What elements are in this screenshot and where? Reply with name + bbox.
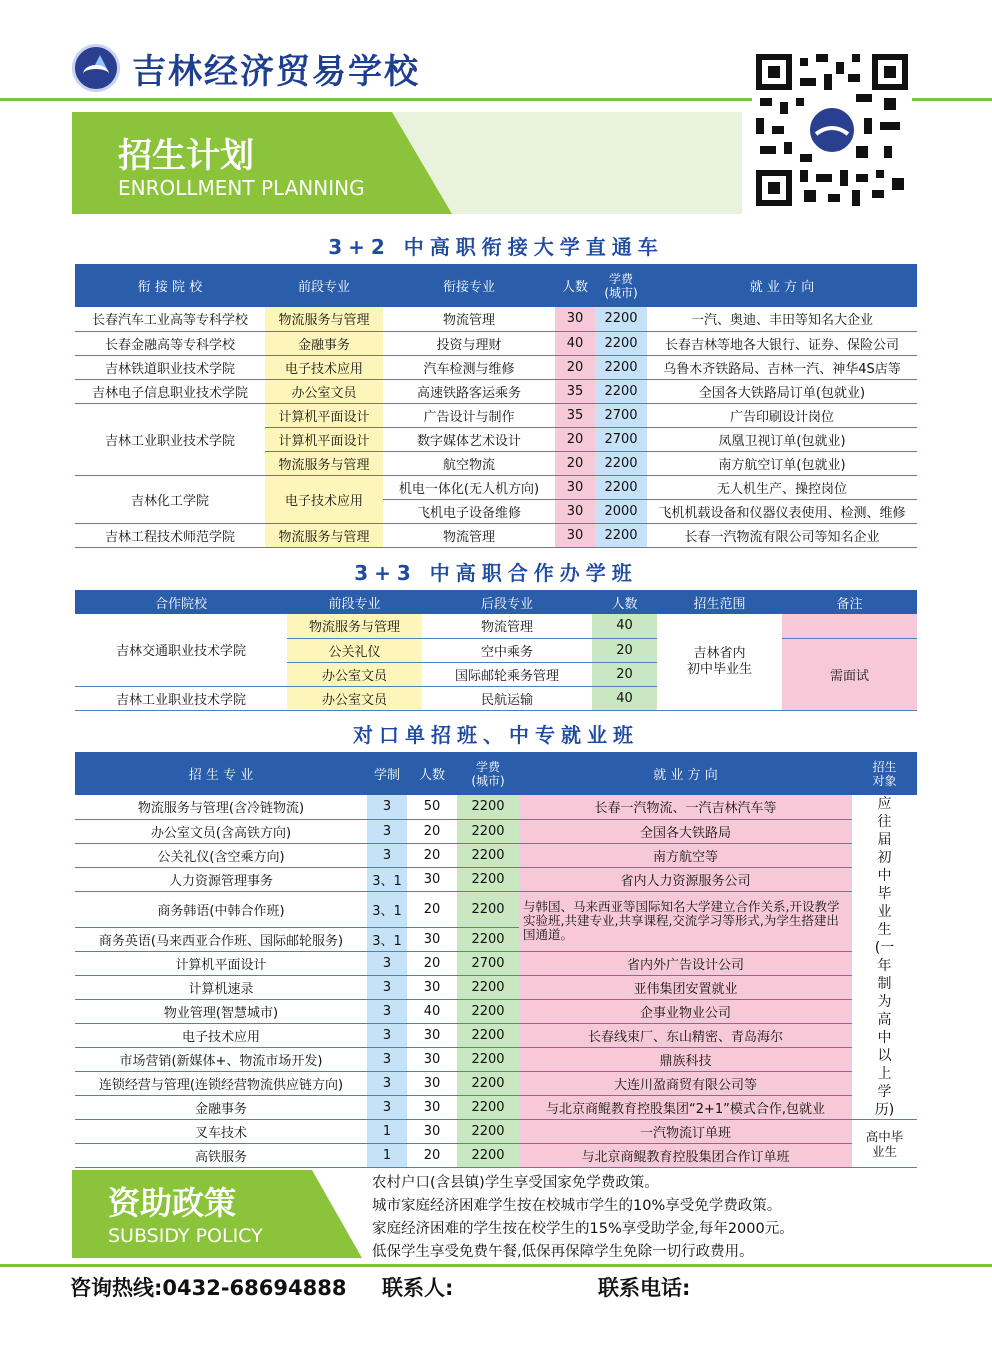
table-cell: 吉林电子信息职业技术学院 [75,379,265,403]
table-cell: 乌鲁木齐铁路局、吉林一汽、神华4S店等 [647,355,917,379]
table-cell: 3、1 [367,891,407,928]
table-row [75,331,917,355]
table-cell: 2200 [457,843,519,867]
subsidy-line: 城市家庭经济困难学生按在校城市学生的10%享受免学费政策。 [372,1198,782,1214]
table3-title: 对口单招班、中专就业班 [353,723,639,747]
table-cell: 机电一体化(无人机方向) [383,475,555,499]
col-header: 人数 [407,752,457,795]
table-cell: 物流服务与管理 [287,614,422,638]
col-header: 前段专业 [265,264,383,307]
table-row [75,355,917,379]
table-row [75,976,917,1000]
table-cell: 2200 [595,307,647,331]
table-cell: 长春汽车工业高等专科学校 [75,307,265,331]
school-name: 吉林经济贸易学校 [132,52,420,92]
table-cell: 35 [555,379,595,403]
col-header: 就 业 方 向 [647,264,917,307]
table-cell: 办公室文员 [265,379,383,403]
table-cell: 市场营销(新媒体+、物流市场开发) [75,1048,367,1072]
table-cell: 2200 [457,928,519,952]
table-cell: 与北京商鲲教育控股集团“2+1”模式合作,包就业 [519,1096,852,1120]
table-cell: 长春吉林等地各大银行、证券、保险公司 [647,331,917,355]
table-cell: 电子技术应用 [265,355,383,379]
table-cell: 2200 [457,1096,519,1120]
table-cell: 2700 [595,403,647,427]
table-row [75,1024,917,1048]
table-row [75,1048,917,1072]
section-subtitle: ENROLLMENT PLANNING [118,176,365,200]
table-cell: 一汽物流订单班 [519,1120,852,1144]
col-header: 学费 (城市) [457,752,519,795]
col-header: 合作院校 [75,590,287,614]
table1-title: 3+2 中高职衔接大学直通车 [328,235,664,259]
table-cell: 35 [555,403,595,427]
table-cell: 3、1 [367,867,407,891]
table-cell: 3 [367,1024,407,1048]
table-cell: 鼎族科技 [519,1048,852,1072]
table-row [75,891,917,928]
enrollment-scope: 吉林省内 初中毕业生 [657,614,782,710]
table-cell: 人力资源管理事务 [75,867,367,891]
table-cell: 2700 [595,427,647,451]
table-row [75,843,917,867]
col-header: 招生范围 [657,590,782,614]
table-cell: 物流服务与管理 [265,523,383,547]
table-cell: 吉林工程技术师范学院 [75,523,265,547]
korea-job-cell: 与韩国、马来西亚等国际知名大学建立合作关系,开设教学实验班,共建专业,共享课程,交流学习等形式,为学生搭建出国通道。 [519,891,852,952]
table-cell: 与北京商鲲教育控股集团合作订单班 [519,1144,852,1168]
table-cell: 汽车检测与维修 [383,355,555,379]
table-cell: 南方航空订单(包就业) [647,451,917,475]
table-cell: 2200 [457,976,519,1000]
table-cell: 3 [367,1048,407,1072]
table-cell: 物业管理(智慧城市) [75,1000,367,1024]
table-cell: 长春线束厂、东山精密、青岛海尔 [519,1024,852,1048]
table-cell: 30 [407,1024,457,1048]
table-cell: 航空物流 [383,451,555,475]
table-cell: 20 [592,662,657,686]
table-cell: 投资与理财 [383,331,555,355]
table-cell: 省内外广告设计公司 [519,952,852,976]
table-cell: 1 [367,1120,407,1144]
table-row [75,867,917,891]
table-cell: 长春金融高等专科学校 [75,331,265,355]
contact-phone: 联系电话: [598,1276,691,1300]
qr-code-icon [752,50,912,210]
table-row [75,475,917,499]
table-cell: 30 [407,1072,457,1096]
table-cell: 40 [592,686,657,710]
subsidy-line: 家庭经济困难的学生按在校学生的15%享受助学金,每年2000元。 [372,1221,794,1237]
table-cell: 3 [367,952,407,976]
table-cell: 飞机电子设备维修 [383,499,555,523]
subsidy-line: 农村户口(含县镇)学生享受国家免学费政策。 [372,1175,659,1191]
table-cell: 南方航空等 [519,843,852,867]
table-cell: 数字媒体艺术设计 [383,427,555,451]
subsidy-lines [372,1172,794,1264]
table-cell: 20 [592,638,657,662]
col-header: 招 生 专 业 [75,752,367,795]
table-cell: 2200 [457,819,519,843]
table-cell: 30 [407,1096,457,1120]
table-cell: 吉林铁道职业技术学院 [75,355,265,379]
divider [0,1264,992,1267]
table-cell: 商务英语(马来西亚合作班、国际邮轮服务) [75,928,367,952]
table-cell: 叉车技术 [75,1120,367,1144]
table-cell: 民航运输 [422,686,592,710]
table-cell: 高铁服务 [75,1144,367,1168]
table-cell: 2200 [595,523,647,547]
school-logo [72,44,120,92]
table-cell: 3 [367,843,407,867]
table-row [75,614,917,638]
table-cell: 30 [555,499,595,523]
table-cell: 20 [555,355,595,379]
table-cell: 长春一汽物流、一汽吉林汽车等 [519,795,852,819]
table-row [75,795,917,819]
table-cell: 20 [555,451,595,475]
table-cell: 40 [407,1000,457,1024]
table-cell: 凤凰卫视订单(包就业) [647,427,917,451]
table-cell: 电子技术应用 [75,1024,367,1048]
table-cell: 商务韩语(中韩合作班) [75,891,367,928]
table-cell: 2200 [457,1072,519,1096]
table-cell: 高速铁路客运乘务 [383,379,555,403]
table-cell: 全国各大铁路局 [519,819,852,843]
table-cell: 办公室文员 [287,662,422,686]
table-cell: 2200 [457,867,519,891]
table-cell: 1 [367,1144,407,1168]
table-cell: 20 [407,843,457,867]
target-students: 应往届初中毕业生(一年制为高中以上学历) [852,795,917,1120]
table-cell: 物流管理 [422,614,592,638]
table-cell: 空中乘务 [422,638,592,662]
table-cell: 50 [407,795,457,819]
table-cell: 3 [367,1072,407,1096]
table-cell: 40 [555,331,595,355]
table-cell: 物流服务与管理 [265,451,383,475]
table-cell: 30 [407,1048,457,1072]
table-cell: 3 [367,1096,407,1120]
table-cell: 30 [555,307,595,331]
subsidy-title: 资助政策 [108,1184,237,1222]
table-cell: 2200 [595,331,647,355]
table-cell: 3 [367,795,407,819]
table-cell: 2200 [595,451,647,475]
table-cell: 吉林工业职业技术学院 [75,403,265,475]
table-cell: 30 [407,1120,457,1144]
table-row [75,952,917,976]
table-cell: 40 [592,614,657,638]
table-vocational [75,752,917,1168]
col-header: 衔接专业 [383,264,555,307]
table-cell: 计算机平面设计 [265,403,383,427]
table-row [75,819,917,843]
table-cell: 物流服务与管理(含冷链物流) [75,795,367,819]
col-header: 人数 [555,264,595,307]
table-row [75,379,917,403]
table-cell: 物流管理 [383,307,555,331]
table-cell: 物流管理 [383,523,555,547]
table2-title: 3+3 中高职合作办学班 [354,561,638,585]
subsidy-line: 低保学生享受免费午餐,低保再保障学生免除一切行政费用。 [372,1244,754,1260]
table-cell: 吉林工业职业技术学院 [75,686,287,710]
table-cell: 飞机机载设备和仪器仪表使用、检测、维修 [647,499,917,523]
col-header: 备注 [782,590,917,614]
table-cell: 大连川盈商贸有限公司等 [519,1072,852,1096]
note-blank [782,614,917,638]
hotline: 咨询热线:0432-68694888 [70,1276,347,1300]
table-cell: 2200 [457,891,519,928]
table-row [75,1096,917,1120]
table-cell: 省内人力资源服务公司 [519,867,852,891]
col-header: 人数 [592,590,657,614]
table-row [75,307,917,331]
table-3plus2 [75,264,917,548]
table-row [75,1072,917,1096]
col-header: 就 业 方 向 [519,752,852,795]
col-header: 后段专业 [422,590,592,614]
col-header: 衔 接 院 校 [75,264,265,307]
table-cell: 30 [555,523,595,547]
table-cell: 计算机平面设计 [265,427,383,451]
col-header: 招生 对象 [852,752,917,795]
table-cell: 2200 [457,795,519,819]
table-cell: 2200 [457,1120,519,1144]
subsidy-subtitle: SUBSIDY POLICY [108,1225,263,1247]
table-cell: 3 [367,1000,407,1024]
table-cell: 长春一汽物流有限公司等知名企业 [647,523,917,547]
table-cell: 公关礼仪 [287,638,422,662]
table-cell: 办公室文员 [287,686,422,710]
target-students-high: 高中毕业生 [852,1120,917,1168]
table-cell: 计算机平面设计 [75,952,367,976]
table-cell: 2200 [595,355,647,379]
table-cell: 办公室文员(含高铁方向) [75,819,367,843]
table-cell: 2700 [457,952,519,976]
table-cell: 国际邮轮乘务管理 [422,662,592,686]
table-cell: 2200 [595,475,647,499]
table-cell: 物流服务与管理 [265,307,383,331]
table-cell: 30 [407,867,457,891]
table-cell: 2200 [457,1024,519,1048]
table-cell: 吉林交通职业技术学院 [75,614,287,686]
section-title: 招生计划 [118,136,254,176]
table-row [75,1120,917,1144]
table-cell: 20 [407,891,457,928]
table-cell: 3 [367,819,407,843]
table-cell: 20 [407,819,457,843]
col-header: 学制 [367,752,407,795]
table-cell: 电子技术应用 [265,475,383,523]
table-cell: 一汽、奥迪、丰田等知名大企业 [647,307,917,331]
table-cell: 全国各大铁路局订单(包就业) [647,379,917,403]
table-cell: 公关礼仪(含空乘方向) [75,843,367,867]
table-cell: 金融事务 [265,331,383,355]
table-cell: 广告印刷设计岗位 [647,403,917,427]
table-row [75,523,917,547]
table-cell: 30 [407,976,457,1000]
table-cell: 30 [407,928,457,952]
table-cell: 连锁经营与管理(连锁经营物流供应链方向) [75,1072,367,1096]
table-cell: 计算机速录 [75,976,367,1000]
note-interview: 需面试 [782,638,917,710]
table-cell: 20 [555,427,595,451]
table-row [75,1000,917,1024]
table-cell: 亚伟集团安置就业 [519,976,852,1000]
table-cell: 2200 [457,1000,519,1024]
table-cell: 企事业物业公司 [519,1000,852,1024]
table-cell: 2000 [595,499,647,523]
table-cell: 无人机生产、操控岗位 [647,475,917,499]
table-cell: 吉林化工学院 [75,475,265,523]
table-3plus3 [75,590,917,711]
table-row [75,403,917,427]
table-cell: 20 [407,952,457,976]
table-cell: 30 [555,475,595,499]
table-cell: 2200 [457,1144,519,1168]
table-row [75,1144,917,1168]
contact-person: 联系人: [382,1276,454,1300]
table-cell: 2200 [457,1048,519,1072]
table-cell: 金融事务 [75,1096,367,1120]
table-cell: 广告设计与制作 [383,403,555,427]
col-header: 学费 (城市) [595,264,647,307]
table-cell: 3 [367,976,407,1000]
col-header: 前段专业 [287,590,422,614]
table-cell: 2200 [595,379,647,403]
table-cell: 20 [407,1144,457,1168]
table-cell: 3、1 [367,928,407,952]
